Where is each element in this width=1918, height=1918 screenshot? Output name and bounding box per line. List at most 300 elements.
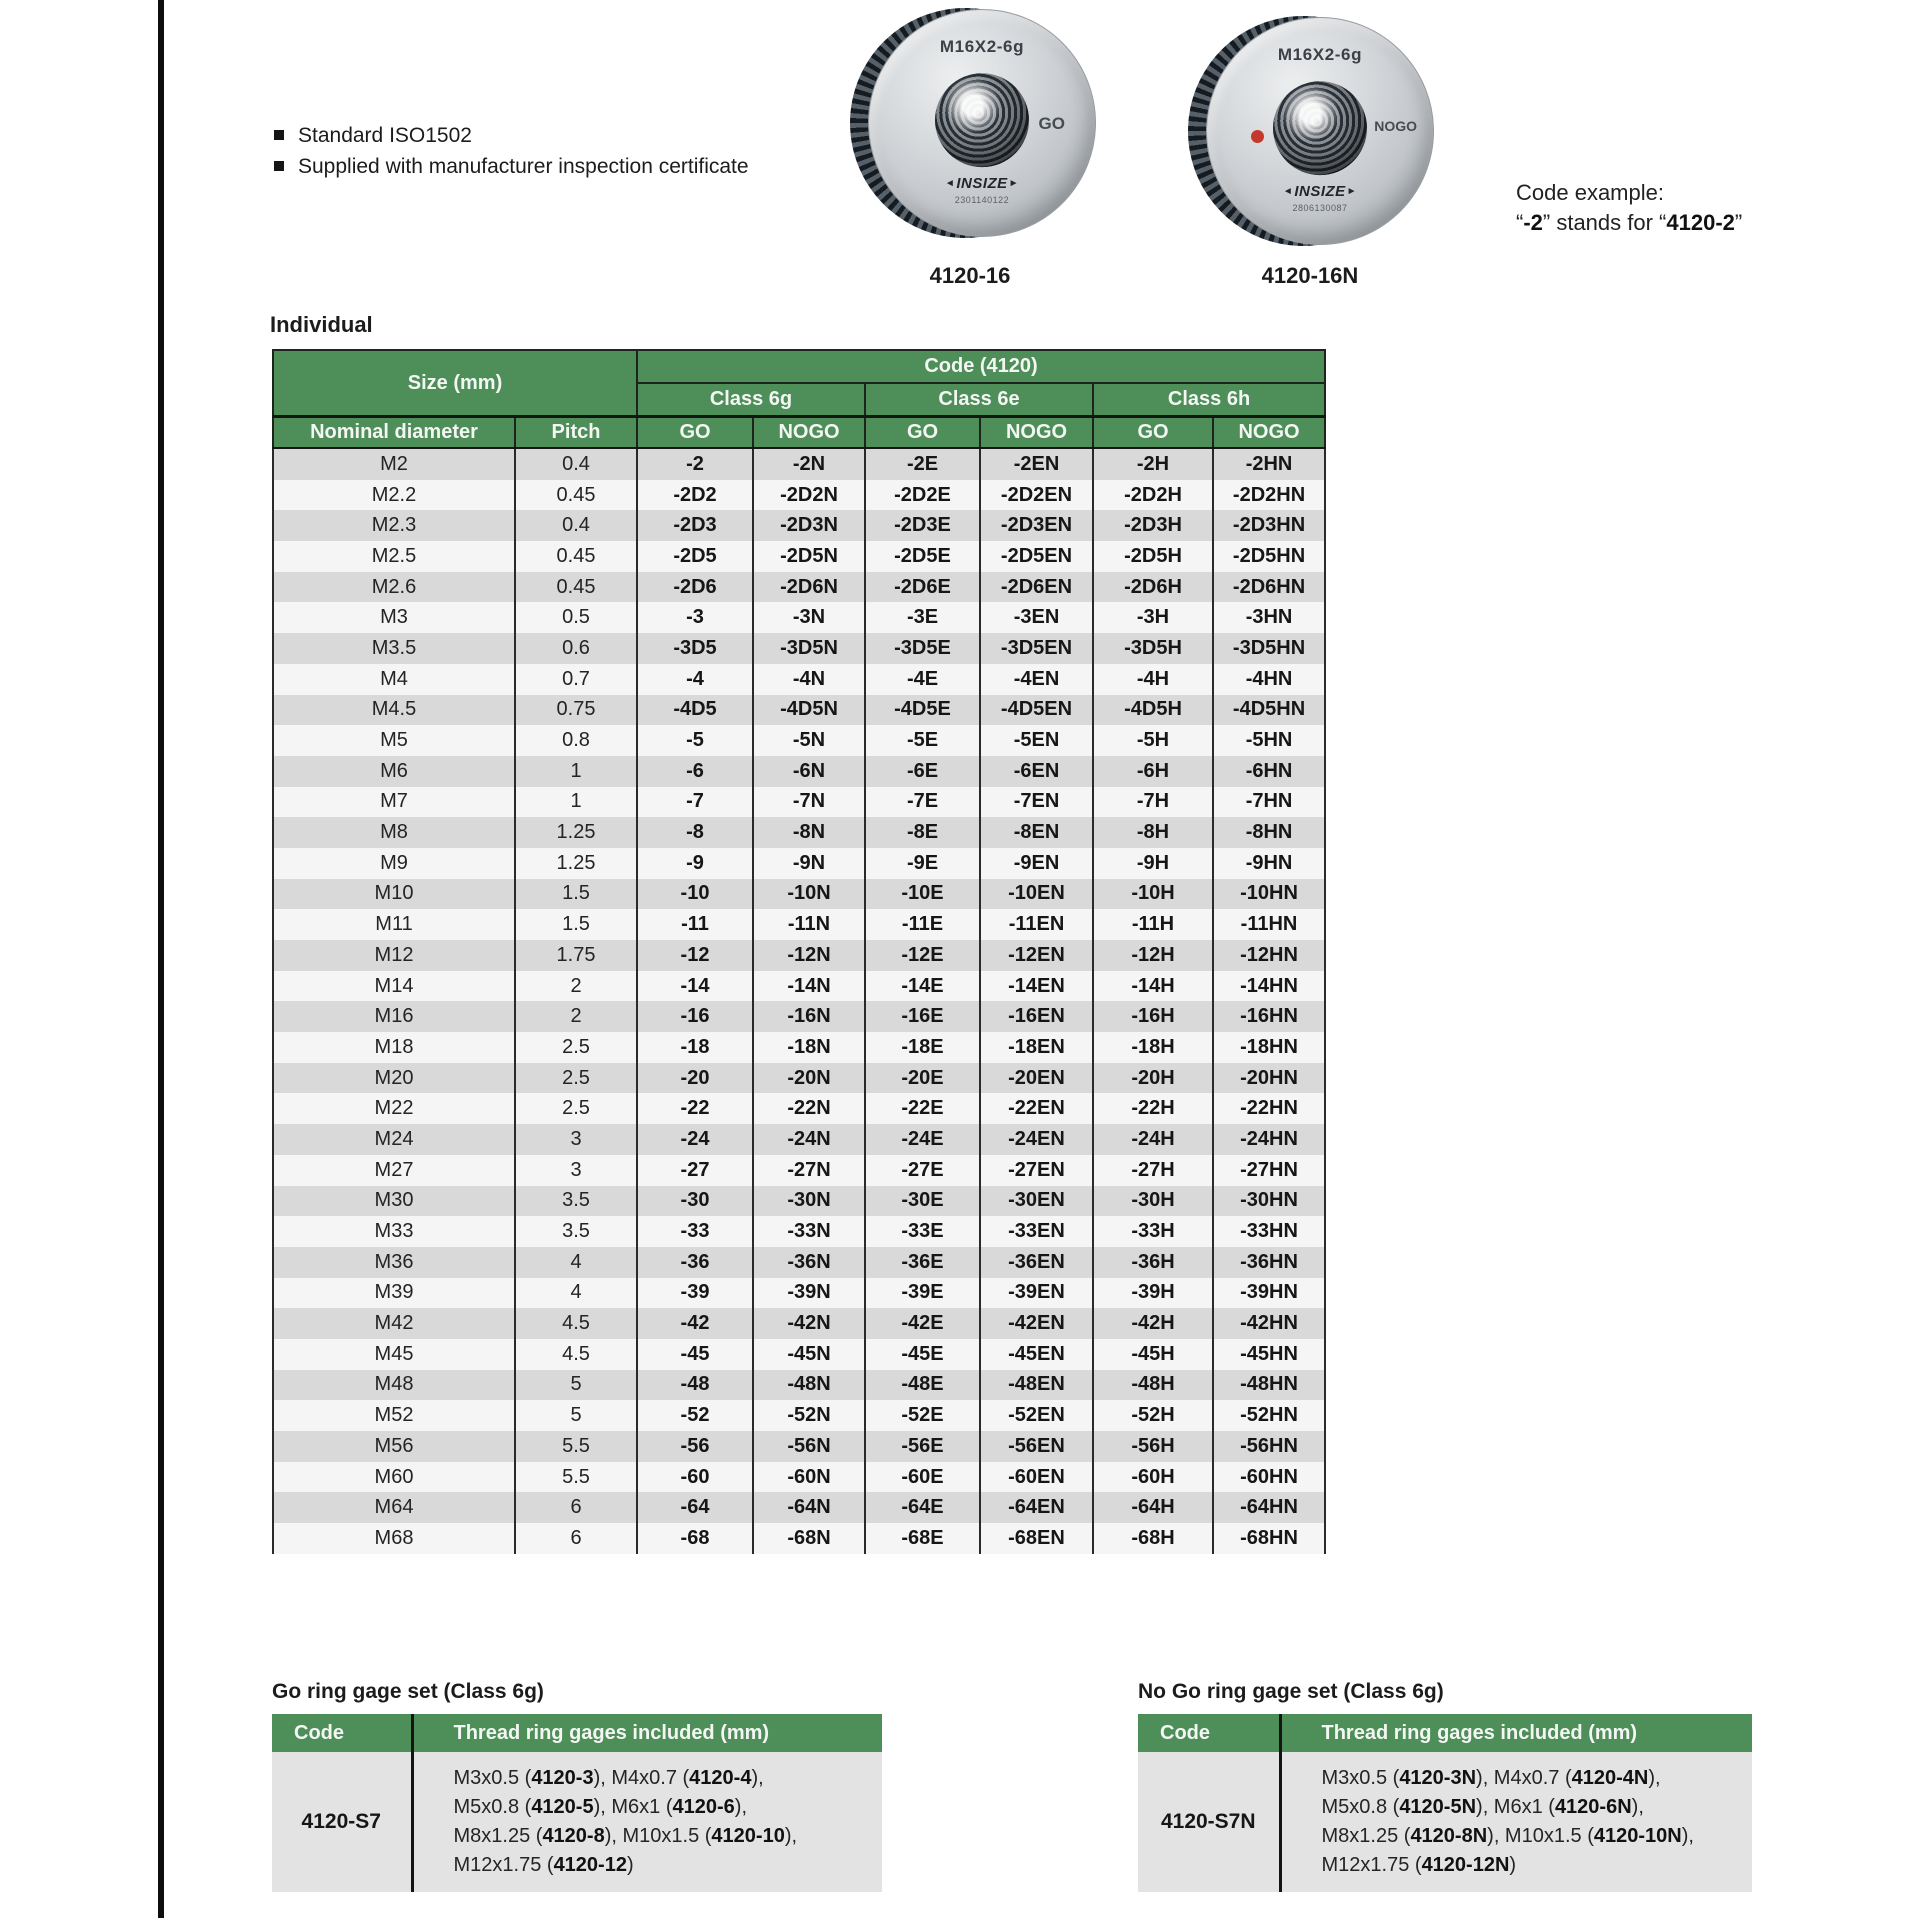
table-row — [273, 1370, 1325, 1401]
cell-nominal-diameter: M2 — [273, 448, 515, 480]
cell-code-6h-nogo: -12HN — [1213, 940, 1325, 971]
table-row — [273, 848, 1325, 879]
table-row — [273, 1155, 1325, 1186]
cell-nominal-diameter: M42 — [273, 1308, 515, 1339]
cell-code-6g-nogo: -27N — [753, 1155, 865, 1186]
cell-code-6g-nogo: -2D6N — [753, 572, 865, 603]
cell-code-6e-nogo: -42EN — [980, 1308, 1093, 1339]
text-line: M3x0.5 (4120-3), M4x0.7 (4120-4), — [453, 1767, 764, 1789]
cell-code-6h-go: -68H — [1093, 1523, 1213, 1554]
cell-code-6h-go: -33H — [1093, 1216, 1213, 1247]
text-line: “-2” stands for “4120-2” — [1516, 210, 1743, 235]
cell-code-6h-nogo: -2D3HN — [1213, 510, 1325, 541]
cell-nominal-diameter: M11 — [273, 909, 515, 940]
cell-code-6g-go: -9 — [637, 848, 753, 879]
serial-number: 2806130087 — [1292, 203, 1348, 213]
cell-code-6g-go: -2 — [637, 448, 753, 480]
cell-code-6g-go: -3 — [637, 602, 753, 633]
cell-code-6e-nogo: -10EN — [980, 879, 1093, 910]
cell-pitch: 3.5 — [515, 1186, 637, 1217]
cell-nominal-diameter: M3.5 — [273, 633, 515, 664]
cell-code-6e-go: -7E — [865, 787, 980, 818]
cell-pitch: 1.25 — [515, 817, 637, 848]
cell-code-6h-go: -2H — [1093, 448, 1213, 480]
cell-code-6e-nogo: -27EN — [980, 1155, 1093, 1186]
cell-code-6h-go: -2D3H — [1093, 510, 1213, 541]
cell-code-6h-go: -10H — [1093, 879, 1213, 910]
cell-pitch: 0.75 — [515, 695, 637, 726]
cell-code-6e-go: -10E — [865, 879, 980, 910]
cell-code-6g-nogo: -16N — [753, 1001, 865, 1032]
cell-code-6h-go: -12H — [1093, 940, 1213, 971]
cell-code-6h-go: -18H — [1093, 1032, 1213, 1063]
cell-code-6g-go: -39 — [637, 1278, 753, 1309]
cell-code-6h-go: -45H — [1093, 1339, 1213, 1370]
cell-code-6e-go: -2D5E — [865, 541, 980, 572]
cell-nominal-diameter: M24 — [273, 1124, 515, 1155]
cell-pitch: 1 — [515, 787, 637, 818]
set-code-header: Code — [272, 1714, 412, 1752]
table-row — [273, 695, 1325, 726]
cell-code-6e-nogo: -56EN — [980, 1431, 1093, 1462]
cell-code-6g-nogo: -3N — [753, 602, 865, 633]
cell-nominal-diameter: M2.5 — [273, 541, 515, 572]
cell-code-6g-go: -20 — [637, 1063, 753, 1094]
cell-code-6h-nogo: -9HN — [1213, 848, 1325, 879]
cell-code-6e-nogo: -11EN — [980, 909, 1093, 940]
cell-code-6g-nogo: -56N — [753, 1431, 865, 1462]
cell-code-6e-go: -27E — [865, 1155, 980, 1186]
cell-code-6e-nogo: -33EN — [980, 1216, 1093, 1247]
text-line: M3x0.5 (4120-3N), M4x0.7 (4120-4N), — [1321, 1767, 1661, 1789]
cell-code-6h-go: -39H — [1093, 1278, 1213, 1309]
individual-codes-table — [272, 349, 1326, 1554]
cell-nominal-diameter: M60 — [273, 1462, 515, 1493]
cell-code-6e-go: -52E — [865, 1400, 980, 1431]
go-column-header: GO — [637, 417, 753, 449]
cell-pitch: 0.8 — [515, 725, 637, 756]
cell-code-6h-nogo: -39HN — [1213, 1278, 1325, 1309]
cell-pitch: 2.5 — [515, 1093, 637, 1124]
table-row — [273, 1001, 1325, 1032]
table-row — [273, 1400, 1325, 1431]
cell-code-6e-nogo: -18EN — [980, 1032, 1093, 1063]
table-row — [273, 602, 1325, 633]
table-row — [273, 448, 1325, 480]
cell-code-6h-go: -20H — [1093, 1063, 1213, 1094]
set-desc-header: Thread ring gages included (mm) — [1280, 1714, 1752, 1752]
cell-nominal-diameter: M2.2 — [273, 480, 515, 511]
cell-code-6e-go: -2D3E — [865, 510, 980, 541]
cell-pitch: 5.5 — [515, 1431, 637, 1462]
cell-nominal-diameter: M10 — [273, 879, 515, 910]
cell-code-6g-nogo: -30N — [753, 1186, 865, 1217]
cell-code-6g-go: -3D5 — [637, 633, 753, 664]
cell-code-6h-go: -4D5H — [1093, 695, 1213, 726]
go-set-table — [272, 1714, 882, 1892]
cell-pitch: 5 — [515, 1400, 637, 1431]
cell-code-6h-go: -24H — [1093, 1124, 1213, 1155]
set-desc-header: Thread ring gages included (mm) — [412, 1714, 882, 1752]
cell-code-6g-nogo: -18N — [753, 1032, 865, 1063]
cell-code-6e-nogo: -8EN — [980, 817, 1093, 848]
cell-code-6g-nogo: -20N — [753, 1063, 865, 1094]
go-column-header: GO — [1093, 417, 1213, 449]
cell-nominal-diameter: M30 — [273, 1186, 515, 1217]
code-example — [1516, 178, 1742, 238]
cell-code-6e-nogo: -7EN — [980, 787, 1093, 818]
cell-pitch: 6 — [515, 1523, 637, 1554]
go-set-title: Go ring gage set (Class 6g) — [272, 1680, 544, 1703]
cell-code-6h-go: -3D5H — [1093, 633, 1213, 664]
cell-code-6g-go: -64 — [637, 1492, 753, 1523]
cell-nominal-diameter: M36 — [273, 1247, 515, 1278]
cell-code-6e-go: -2D6E — [865, 572, 980, 603]
table-row — [273, 1216, 1325, 1247]
cell-code-6h-nogo: -45HN — [1213, 1339, 1325, 1370]
cell-code-6e-nogo: -2D5EN — [980, 541, 1093, 572]
cell-code-6g-go: -18 — [637, 1032, 753, 1063]
cell-code-6g-go: -2D3 — [637, 510, 753, 541]
cell-code-6h-nogo: -30HN — [1213, 1186, 1325, 1217]
cell-code-6g-nogo: -36N — [753, 1247, 865, 1278]
cell-code-6h-nogo: -68HN — [1213, 1523, 1325, 1554]
table-row — [273, 1032, 1325, 1063]
cell-code-6g-nogo: -4D5N — [753, 695, 865, 726]
cell-code-6h-go: -22H — [1093, 1093, 1213, 1124]
cell-code-6h-go: -2D6H — [1093, 572, 1213, 603]
cell-code-6h-nogo: -3HN — [1213, 602, 1325, 633]
cell-code-6g-go: -14 — [637, 971, 753, 1002]
cell-code-6e-go: -42E — [865, 1308, 980, 1339]
cell-nominal-diameter: M4.5 — [273, 695, 515, 726]
nogo-set-table — [1138, 1714, 1752, 1892]
insize-logo: ◄ INSIZE ► — [1207, 183, 1433, 200]
cell-code-6g-go: -5 — [637, 725, 753, 756]
nogo-column-header: NOGO — [1213, 417, 1325, 449]
cell-code-6h-nogo: -11HN — [1213, 909, 1325, 940]
cell-code-6e-nogo: -48EN — [980, 1370, 1093, 1401]
cell-nominal-diameter: M48 — [273, 1370, 515, 1401]
cell-pitch: 5.5 — [515, 1462, 637, 1493]
gage-face — [868, 9, 1096, 237]
table-row — [273, 480, 1325, 511]
cell-code-6e-go: -4D5E — [865, 695, 980, 726]
cell-nominal-diameter: M39 — [273, 1278, 515, 1309]
cell-code-6h-nogo: -2D2HN — [1213, 480, 1325, 511]
cell-code-6g-nogo: -22N — [753, 1093, 865, 1124]
cell-nominal-diameter: M2.6 — [273, 572, 515, 603]
cell-code-6h-nogo: -3D5HN — [1213, 633, 1325, 664]
cell-code-6e-nogo: -68EN — [980, 1523, 1093, 1554]
cell-code-6h-nogo: -2HN — [1213, 448, 1325, 480]
cell-code-6e-go: -9E — [865, 848, 980, 879]
cell-code-6e-go: -33E — [865, 1216, 980, 1247]
table-row — [273, 756, 1325, 787]
cell-nominal-diameter: M7 — [273, 787, 515, 818]
cell-code-6e-go: -18E — [865, 1032, 980, 1063]
cell-nominal-diameter: M52 — [273, 1400, 515, 1431]
cell-code-6e-go: -56E — [865, 1431, 980, 1462]
cell-code-6h-nogo: -42HN — [1213, 1308, 1325, 1339]
cell-code-6e-go: -14E — [865, 971, 980, 1002]
table-row — [273, 1247, 1325, 1278]
cell-pitch: 0.45 — [515, 541, 637, 572]
code-header: Code (4120) — [637, 350, 1325, 383]
cell-nominal-diameter: M14 — [273, 971, 515, 1002]
cell-code-6h-nogo: -27HN — [1213, 1155, 1325, 1186]
cell-nominal-diameter: M8 — [273, 817, 515, 848]
class-6g-header: Class 6g — [637, 383, 865, 417]
cell-code-6e-go: -68E — [865, 1523, 980, 1554]
cell-code-6h-go: -64H — [1093, 1492, 1213, 1523]
cell-code-6e-go: -24E — [865, 1124, 980, 1155]
cell-code-6g-go: -30 — [637, 1186, 753, 1217]
cell-nominal-diameter: M6 — [273, 756, 515, 787]
cell-code-6e-go: -4E — [865, 664, 980, 695]
cell-code-6h-go: -56H — [1093, 1431, 1213, 1462]
threaded-hole — [1273, 81, 1367, 175]
cell-code-6g-nogo: -2D2N — [753, 480, 865, 511]
cell-code-6h-nogo: -36HN — [1213, 1247, 1325, 1278]
table-row — [273, 1492, 1325, 1523]
class-6e-header: Class 6e — [865, 383, 1093, 417]
cell-code-6h-nogo: -6HN — [1213, 756, 1325, 787]
page-edge-rule — [158, 0, 164, 1918]
table-row — [273, 1278, 1325, 1309]
cell-code-6h-go: -2D5H — [1093, 541, 1213, 572]
table-row — [273, 725, 1325, 756]
cell-code-6e-go: -36E — [865, 1247, 980, 1278]
cell-nominal-diameter: M9 — [273, 848, 515, 879]
nogo-set-title: No Go ring gage set (Class 6g) — [1138, 1680, 1444, 1703]
feature-bullet-list — [272, 120, 749, 182]
insize-logo: ◄ INSIZE ► — [869, 175, 1095, 192]
table-row — [273, 633, 1325, 664]
cell-code-6e-nogo: -3D5EN — [980, 633, 1093, 664]
cell-pitch: 2 — [515, 1001, 637, 1032]
bullet-item — [272, 151, 749, 182]
cell-nominal-diameter: M16 — [273, 1001, 515, 1032]
cell-code-6h-go: -3H — [1093, 602, 1213, 633]
cell-code-6g-go: -22 — [637, 1093, 753, 1124]
text-line: M8x1.25 (4120-8), M10x1.5 (4120-10), — [453, 1825, 798, 1847]
cell-code-6e-nogo: -14EN — [980, 971, 1093, 1002]
table-row — [273, 971, 1325, 1002]
cell-nominal-diameter: M12 — [273, 940, 515, 971]
cell-code-6h-nogo: -8HN — [1213, 817, 1325, 848]
cell-code-6e-go: -12E — [865, 940, 980, 971]
cell-code-6e-nogo: -2D6EN — [980, 572, 1093, 603]
cell-code-6h-go: -27H — [1093, 1155, 1213, 1186]
serial-number: 2301140122 — [954, 195, 1010, 205]
text-line: M8x1.25 (4120-8N), M10x1.5 (4120-10N), — [1321, 1825, 1694, 1847]
cell-code-6e-nogo: -52EN — [980, 1400, 1093, 1431]
cell-code-6e-go: -5E — [865, 725, 980, 756]
cell-code-6h-nogo: -33HN — [1213, 1216, 1325, 1247]
cell-code-6h-nogo: -56HN — [1213, 1431, 1325, 1462]
cell-code-6h-nogo: -16HN — [1213, 1001, 1325, 1032]
nogo-column-header: NOGO — [980, 417, 1093, 449]
cell-nominal-diameter: M3 — [273, 602, 515, 633]
cell-pitch: 0.45 — [515, 480, 637, 511]
cell-code-6g-go: -7 — [637, 787, 753, 818]
cell-code-6e-go: -20E — [865, 1063, 980, 1094]
cell-code-6e-nogo: -5EN — [980, 725, 1093, 756]
threaded-hole — [935, 73, 1029, 167]
cell-code-6g-nogo: -24N — [753, 1124, 865, 1155]
class-6h-header: Class 6h — [1093, 383, 1325, 417]
set-contents — [1280, 1752, 1752, 1892]
cell-code-6g-nogo: -2D5N — [753, 541, 865, 572]
cell-code-6g-go: -6 — [637, 756, 753, 787]
cell-pitch: 1 — [515, 756, 637, 787]
cell-code-6e-go: -3D5E — [865, 633, 980, 664]
cell-code-6g-nogo: -6N — [753, 756, 865, 787]
cell-code-6e-go: -22E — [865, 1093, 980, 1124]
main-table-body — [273, 448, 1325, 1554]
nominal-diameter-header: Nominal diameter — [273, 417, 515, 449]
cell-code-6e-go: -6E — [865, 756, 980, 787]
cell-pitch: 1.5 — [515, 879, 637, 910]
cell-pitch: 0.7 — [515, 664, 637, 695]
go-column-header: GO — [865, 417, 980, 449]
cell-code-6e-go: -60E — [865, 1462, 980, 1493]
individual-section-label: Individual — [270, 312, 373, 337]
table-row — [273, 787, 1325, 818]
table-row — [273, 1124, 1325, 1155]
table-row — [273, 664, 1325, 695]
cell-code-6g-go: -45 — [637, 1339, 753, 1370]
table-row — [273, 1462, 1325, 1493]
cell-code-6g-nogo: -5N — [753, 725, 865, 756]
cell-pitch: 6 — [515, 1492, 637, 1523]
cell-code-6h-nogo: -20HN — [1213, 1063, 1325, 1094]
nogo-column-header: NOGO — [753, 417, 865, 449]
thread-marking-label: M16X2-6g — [939, 37, 1025, 56]
cell-code-6e-nogo: -60EN — [980, 1462, 1093, 1493]
cell-code-6e-nogo: -4D5EN — [980, 695, 1093, 726]
table-row — [273, 817, 1325, 848]
cell-nominal-diameter: M33 — [273, 1216, 515, 1247]
table-row — [273, 879, 1325, 910]
cell-code-6h-nogo: -10HN — [1213, 879, 1325, 910]
cell-code-6h-go: -52H — [1093, 1400, 1213, 1431]
cell-code-6g-go: -2D5 — [637, 541, 753, 572]
cell-code-6e-go: -39E — [865, 1278, 980, 1309]
cell-pitch: 3 — [515, 1124, 637, 1155]
nogo-ring-gage-photo — [1188, 14, 1432, 250]
cell-code-6e-nogo: -6EN — [980, 756, 1093, 787]
cell-code-6e-nogo: -4EN — [980, 664, 1093, 695]
cell-code-6e-go: -45E — [865, 1339, 980, 1370]
cell-pitch: 3 — [515, 1155, 637, 1186]
cell-code-6e-nogo: -30EN — [980, 1186, 1093, 1217]
cell-pitch: 2.5 — [515, 1032, 637, 1063]
cell-code-6g-nogo: -8N — [753, 817, 865, 848]
cell-nominal-diameter: M45 — [273, 1339, 515, 1370]
cell-pitch: 0.45 — [515, 572, 637, 603]
cell-code-6g-nogo: -4N — [753, 664, 865, 695]
bullet-text: Standard ISO1502 — [298, 124, 472, 147]
table-row — [273, 1093, 1325, 1124]
cell-code-6g-nogo: -14N — [753, 971, 865, 1002]
cell-nominal-diameter: M56 — [273, 1431, 515, 1462]
cell-code-6h-go: -9H — [1093, 848, 1213, 879]
cell-code-6e-go: -2D2E — [865, 480, 980, 511]
cell-pitch: 2.5 — [515, 1063, 637, 1094]
cell-code-6g-nogo: -9N — [753, 848, 865, 879]
cell-code-6h-go: -30H — [1093, 1186, 1213, 1217]
table-row — [273, 510, 1325, 541]
gage-face — [1206, 17, 1434, 245]
cell-code-6g-nogo: -3D5N — [753, 633, 865, 664]
go-ring-gage-photo — [850, 6, 1094, 242]
cell-code-6h-go: -4H — [1093, 664, 1213, 695]
text-line: M12x1.75 (4120-12) — [453, 1854, 634, 1876]
cell-code-6e-go: -48E — [865, 1370, 980, 1401]
cell-code-6h-go: -2D2H — [1093, 480, 1213, 511]
cell-code-6g-nogo: -33N — [753, 1216, 865, 1247]
cell-nominal-diameter: M20 — [273, 1063, 515, 1094]
cell-code-6g-nogo: -2N — [753, 448, 865, 480]
table-row — [273, 1186, 1325, 1217]
cell-code-6g-go: -33 — [637, 1216, 753, 1247]
cell-pitch: 3.5 — [515, 1216, 637, 1247]
cell-code-6h-nogo: -18HN — [1213, 1032, 1325, 1063]
code-example-line2 — [1516, 208, 1742, 238]
cell-code-6e-nogo: -22EN — [980, 1093, 1093, 1124]
set-contents — [412, 1752, 882, 1892]
table-row — [273, 1308, 1325, 1339]
cell-code-6h-nogo: -2D5HN — [1213, 541, 1325, 572]
cell-pitch: 1.5 — [515, 909, 637, 940]
cell-code-6e-nogo: -2D2EN — [980, 480, 1093, 511]
cell-code-6g-nogo: -60N — [753, 1462, 865, 1493]
cell-code-6h-nogo: -24HN — [1213, 1124, 1325, 1155]
cell-code-6g-go: -68 — [637, 1523, 753, 1554]
cell-code-6g-nogo: -10N — [753, 879, 865, 910]
table-row — [273, 1523, 1325, 1554]
code-example-line1: Code example: — [1516, 180, 1664, 205]
nogo-red-dot — [1251, 130, 1264, 143]
cell-code-6g-go: -12 — [637, 940, 753, 971]
cell-code-6g-go: -52 — [637, 1400, 753, 1431]
cell-code-6h-go: -6H — [1093, 756, 1213, 787]
cell-pitch: 5 — [515, 1370, 637, 1401]
cell-code-6g-nogo: -68N — [753, 1523, 865, 1554]
cell-code-6e-go: -30E — [865, 1186, 980, 1217]
cell-code-6g-nogo: -11N — [753, 909, 865, 940]
set-code: 4120-S7N — [1138, 1752, 1280, 1892]
nogo-ring-caption: 4120-16N — [1261, 263, 1359, 288]
cell-code-6g-nogo: -52N — [753, 1400, 865, 1431]
table-row — [273, 940, 1325, 971]
cell-pitch: 1.75 — [515, 940, 637, 971]
cell-nominal-diameter: M5 — [273, 725, 515, 756]
cell-code-6g-nogo: -48N — [753, 1370, 865, 1401]
cell-code-6h-nogo: -2D6HN — [1213, 572, 1325, 603]
go-label: GO — [1038, 114, 1065, 133]
cell-code-6h-go: -8H — [1093, 817, 1213, 848]
cell-code-6h-nogo: -5HN — [1213, 725, 1325, 756]
cell-code-6e-nogo: -39EN — [980, 1278, 1093, 1309]
cell-nominal-diameter: M22 — [273, 1093, 515, 1124]
cell-code-6e-go: -2E — [865, 448, 980, 480]
bullet-item — [272, 120, 749, 151]
cell-code-6g-go: -11 — [637, 909, 753, 940]
cell-code-6e-go: -16E — [865, 1001, 980, 1032]
